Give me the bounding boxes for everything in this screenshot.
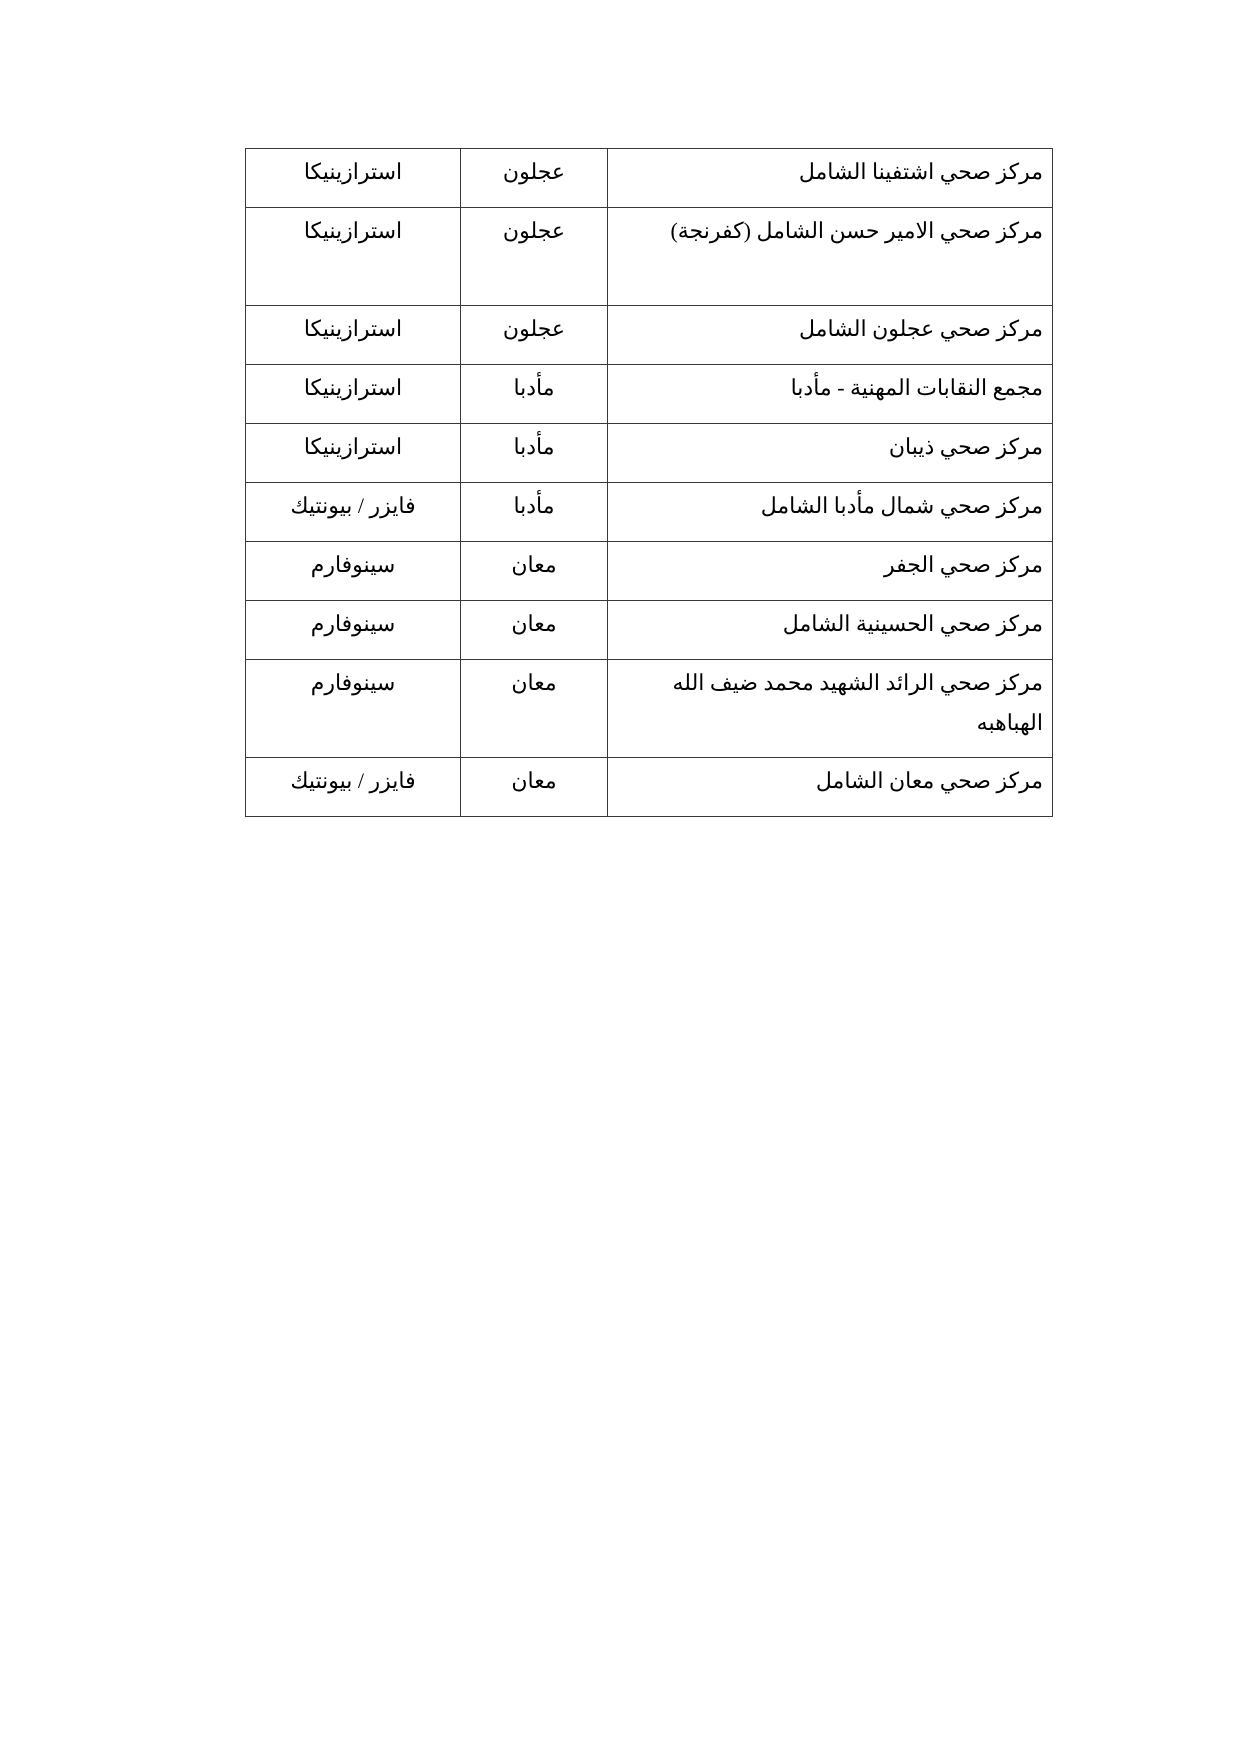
cell-vaccine: فايزر / بيونتيك bbox=[246, 483, 461, 542]
cell-governorate: معان bbox=[461, 601, 608, 660]
cell-vaccine: سينوفارم bbox=[246, 660, 461, 758]
table-row bbox=[246, 306, 1053, 365]
table-row bbox=[246, 208, 1053, 306]
table-row bbox=[246, 149, 1053, 208]
cell-center-name: مركز صحي الجفر bbox=[608, 542, 1053, 601]
cell-governorate: مأدبا bbox=[461, 424, 608, 483]
cell-governorate: عجلون bbox=[461, 306, 608, 365]
cell-governorate: عجلون bbox=[461, 149, 608, 208]
table-row bbox=[246, 660, 1053, 758]
cell-center-name: مركز صحي الحسينية الشامل bbox=[608, 601, 1053, 660]
cell-governorate: معان bbox=[461, 758, 608, 817]
cell-center-name: مجمع النقابات المهنية - مأدبا bbox=[608, 365, 1053, 424]
table-row bbox=[246, 758, 1053, 817]
cell-vaccine: استرازينيكا bbox=[246, 208, 461, 306]
cell-center-name: مركز صحي معان الشامل bbox=[608, 758, 1053, 817]
table-row bbox=[246, 365, 1053, 424]
table-row bbox=[246, 424, 1053, 483]
cell-governorate: مأدبا bbox=[461, 365, 608, 424]
cell-center-name: مركز صحي ذيبان bbox=[608, 424, 1053, 483]
table-row bbox=[246, 601, 1053, 660]
cell-center-name: مركز صحي اشتفينا الشامل bbox=[608, 149, 1053, 208]
table-row bbox=[246, 542, 1053, 601]
cell-vaccine: فايزر / بيونتيك bbox=[246, 758, 461, 817]
cell-vaccine: سينوفارم bbox=[246, 542, 461, 601]
cell-governorate: معان bbox=[461, 660, 608, 758]
cell-vaccine: استرازينيكا bbox=[246, 149, 461, 208]
vaccination-centers-table bbox=[245, 148, 1053, 817]
cell-center-name: مركز صحي الرائد الشهيد محمد ضيف الله الهباهبه bbox=[608, 660, 1053, 758]
cell-center-name: مركز صحي عجلون الشامل bbox=[608, 306, 1053, 365]
cell-vaccine: استرازينيكا bbox=[246, 306, 461, 365]
cell-governorate: مأدبا bbox=[461, 483, 608, 542]
cell-vaccine: استرازينيكا bbox=[246, 365, 461, 424]
cell-center-name: مركز صحي الامير حسن الشامل (كفرنجة) bbox=[608, 208, 1053, 306]
cell-center-name: مركز صحي شمال مأدبا الشامل bbox=[608, 483, 1053, 542]
cell-governorate: معان bbox=[461, 542, 608, 601]
table-row bbox=[246, 483, 1053, 542]
cell-governorate: عجلون bbox=[461, 208, 608, 306]
cell-vaccine: استرازينيكا bbox=[246, 424, 461, 483]
cell-vaccine: سينوفارم bbox=[246, 601, 461, 660]
